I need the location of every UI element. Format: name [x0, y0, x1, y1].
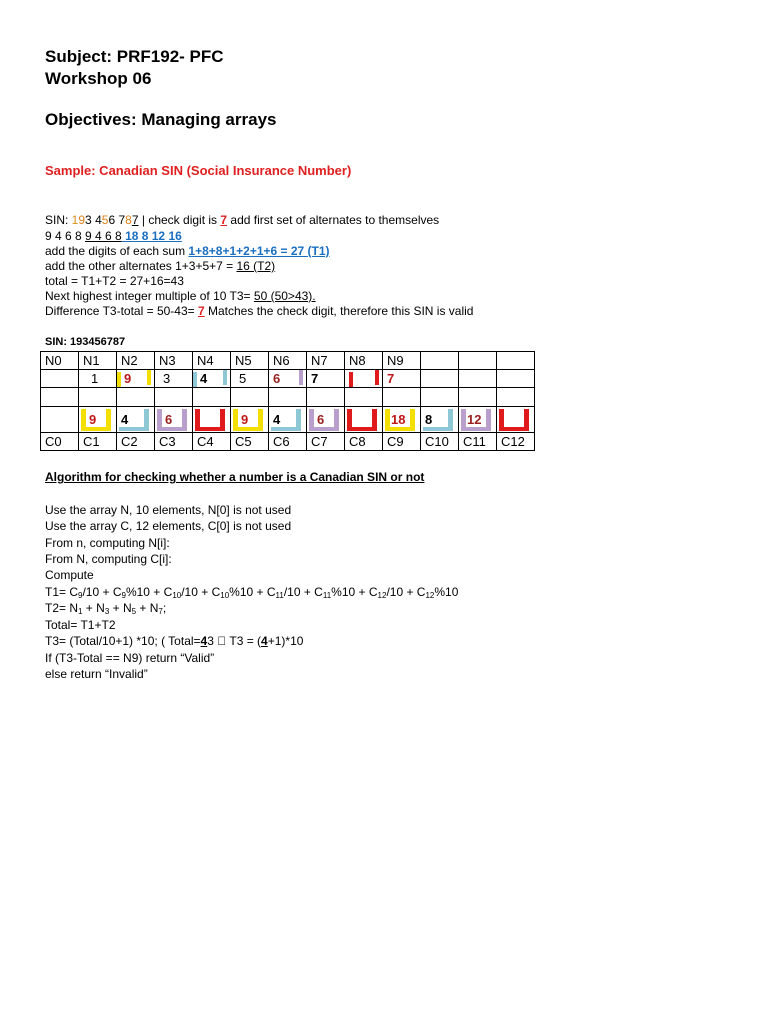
table-cell: N6	[269, 352, 307, 370]
table-cell	[497, 370, 535, 388]
table-cell	[307, 388, 345, 407]
n-value-cell	[307, 370, 345, 388]
t2-result: 16 (T2)	[236, 259, 276, 273]
table-cell	[459, 352, 497, 370]
table-cell: C6	[269, 433, 307, 451]
table-cell	[497, 388, 535, 407]
c-value-cell	[345, 407, 383, 433]
algorithm-line: Use the array N, 10 elements, N[0] is not used	[45, 503, 292, 517]
difference-conclusion: Matches the check digit, therefore this SIN is valid	[204, 304, 474, 318]
highlight-teal-mark	[193, 372, 197, 387]
c-value-cell	[193, 407, 231, 433]
c-value-cell	[421, 407, 459, 433]
difference-value: 7	[197, 304, 205, 318]
table-cell	[193, 388, 231, 407]
sin-digit: 1	[71, 213, 79, 227]
sin-digit: 8	[125, 213, 132, 227]
c-value-cell	[497, 407, 535, 433]
algorithm-line: Use the array C, 12 elements, C[0] is not used	[45, 519, 292, 533]
table-cell: C12	[497, 433, 535, 451]
highlight-red-mark	[375, 370, 379, 385]
t3-formula	[45, 633, 303, 649]
highlight-red-box	[499, 409, 529, 431]
n-header-row	[41, 352, 535, 370]
table-cell	[345, 388, 383, 407]
table-cell: C9	[383, 433, 421, 451]
highlight-purple-mark	[299, 370, 303, 385]
n-value-cell	[345, 370, 383, 388]
other-alternates-text: add the other alternates 1+3+5+7 =	[45, 259, 237, 273]
sin-line	[45, 212, 439, 228]
c-value: 9	[241, 411, 249, 427]
sin-digit: 7	[131, 213, 139, 227]
alternates-underlined: 9 4 6 8	[85, 229, 122, 243]
c-header-row	[41, 433, 535, 451]
sin-digit: 5	[101, 213, 109, 227]
n-value-cell: 3	[155, 370, 193, 388]
sin-digit: 6	[108, 213, 116, 227]
algorithm-line: From n, computing N[i]:	[45, 536, 170, 550]
n-value: 4	[200, 371, 208, 386]
t1-formula-prefix: T1= C	[45, 585, 79, 599]
table-cell	[459, 370, 497, 388]
table-cell: C2	[117, 433, 155, 451]
c-value-cell	[269, 407, 307, 433]
n-value: 7	[387, 371, 395, 387]
table-cell	[155, 388, 193, 407]
table-cell: C11	[459, 433, 497, 451]
sin-mid: | check digit is	[138, 213, 221, 227]
highlight-teal-box	[423, 409, 453, 431]
t3-digit: 4	[200, 634, 208, 648]
table-cell: N5	[231, 352, 269, 370]
highlight-yellow-mark	[147, 370, 151, 385]
table-cell: N3	[155, 352, 193, 370]
table-cell	[231, 388, 269, 407]
c-value: 12	[467, 411, 482, 427]
table-cell: C4	[193, 433, 231, 451]
table-cell	[459, 388, 497, 407]
highlight-red-mark	[349, 372, 353, 387]
c-value: 9	[89, 411, 97, 427]
table-cell: N0	[41, 352, 79, 370]
sin-prefix: SIN:	[45, 213, 72, 227]
highlight-red-box	[195, 409, 225, 431]
alternates-sums: 18 8 12 16	[121, 229, 182, 243]
check-digit: 7	[220, 213, 228, 227]
highlight-yellow-box	[233, 409, 263, 431]
subject-heading: Subject: PRF192- PFC	[45, 47, 224, 66]
table-cell: C10	[421, 433, 459, 451]
c-value-cell	[155, 407, 193, 433]
t3-text: 3   T3 = (	[207, 634, 262, 648]
sample-title: Sample: Canadian SIN (Social Insurance Number)	[45, 163, 352, 178]
highlight-teal-box	[271, 409, 301, 431]
table-cell: N8	[345, 352, 383, 370]
algorithm-line: If (T3-Total == N9) return “Valid”	[45, 651, 215, 665]
other-alternates-line	[45, 258, 275, 274]
algorithm-line: Total= T1+T2	[45, 618, 116, 632]
t3-text: T3= (Total/10+1) *10; ( Total=	[45, 634, 201, 648]
algorithm-title: Algorithm for checking whether a number is a Canadian SIN or not	[45, 470, 425, 484]
t1-result: 1+8+8+1+2+1+6 = 27 (T1)	[188, 244, 330, 258]
next-multiple-text: Next highest integer multiple of 10 T3=	[45, 289, 254, 303]
n-value: 6	[273, 371, 281, 387]
highlight-yellow-mark	[117, 372, 121, 387]
c-value-cell	[383, 407, 421, 433]
sin-digit: 7	[118, 213, 126, 227]
t2-formula: $T2= N_1 + N_3 + N_5 + N_7$;	[45, 601, 167, 616]
difference-line	[45, 303, 473, 319]
table-cell	[497, 352, 535, 370]
highlight-yellow-box	[81, 409, 111, 431]
sin-array-table	[40, 351, 535, 451]
table-cell: C3	[155, 433, 193, 451]
table-cell: N1	[79, 352, 117, 370]
table-cell: C7	[307, 433, 345, 451]
table-cell	[41, 407, 79, 433]
table-cell: C8	[345, 433, 383, 451]
table-cell: N9	[383, 352, 421, 370]
algorithm-line: From N, computing C[i]:	[45, 552, 172, 566]
c-value-cell	[459, 407, 497, 433]
c-value: 6	[165, 411, 173, 427]
table-cell	[421, 388, 459, 407]
highlight-teal-box	[119, 409, 149, 431]
c-value: 6	[317, 411, 325, 427]
highlight-purple-box	[309, 409, 339, 431]
n-value-cell: 1	[79, 370, 117, 388]
t2-formula-prefix: T2= N	[45, 601, 79, 615]
sin-digit: 9	[78, 213, 86, 227]
t3-text: +1)*10	[267, 634, 304, 648]
n-value-cell	[193, 370, 231, 388]
n-value-cell	[383, 370, 421, 388]
sin-suffix: add first set of alternates to themselves	[227, 213, 440, 227]
total-line: total = T1+T2 = 27+16=43	[45, 274, 184, 288]
c-value: 18	[391, 411, 406, 427]
t3-result: 50 (50>43).	[253, 289, 316, 303]
table-cell	[421, 352, 459, 370]
table-cell	[383, 388, 421, 407]
highlight-yellow-box	[385, 409, 415, 431]
next-multiple-line	[45, 288, 316, 304]
n-value-cell	[117, 370, 155, 388]
highlight-purple-box	[461, 409, 491, 431]
alternates-text: 9 4 6 8	[45, 229, 86, 243]
c-value: 4	[121, 411, 129, 427]
workshop-heading: Workshop 06	[45, 69, 152, 88]
c-value-row	[41, 407, 535, 433]
highlight-teal-mark	[223, 370, 227, 385]
table-cell	[269, 388, 307, 407]
t3-digit: 4	[261, 634, 268, 648]
c-value-cell	[117, 407, 155, 433]
table-cell: C1	[79, 433, 117, 451]
objectives-heading: Objectives: Managing arrays	[45, 110, 277, 129]
sin-table-label: SIN: 193456787	[45, 336, 126, 348]
table-cell: C5	[231, 433, 269, 451]
table-cell	[117, 388, 155, 407]
digits-sum-line	[45, 243, 330, 259]
t1-formula: $T1= C_9/10 + C_9\%10 + C_{10}/10 + C_{10}\%10 + C_{11}/10 + C_{11}\%10 + C_{12}/10 + C_{12}\%10$	[45, 585, 459, 600]
difference-text: Difference T3-total = 50-43=	[45, 304, 198, 318]
c-value: 8	[425, 411, 433, 427]
table-cell: C0	[41, 433, 79, 451]
digits-sum-text: add the digits of each sum	[45, 244, 189, 258]
n-value-cell: 5	[231, 370, 269, 388]
c-value-cell	[231, 407, 269, 433]
c-value: 4	[273, 411, 281, 427]
spacer-row	[41, 388, 535, 407]
table-cell	[41, 388, 79, 407]
algorithm-line: else return “Invalid”	[45, 667, 148, 681]
n-value-row	[41, 370, 535, 388]
table-cell: N7	[307, 352, 345, 370]
highlight-red-box	[347, 409, 377, 431]
highlight-purple-box	[157, 409, 187, 431]
n-value: 9	[124, 371, 132, 386]
alternates-line	[45, 228, 182, 244]
sin-digit: 3	[85, 213, 92, 227]
table-cell	[41, 370, 79, 388]
c-value-cell	[307, 407, 345, 433]
table-cell: N4	[193, 352, 231, 370]
table-cell	[421, 370, 459, 388]
c-value-cell	[79, 407, 117, 433]
algorithm-line: Compute	[45, 568, 94, 582]
n-value: 7	[311, 371, 319, 387]
sin-digit: 4	[95, 213, 102, 227]
table-cell: N2	[117, 352, 155, 370]
table-cell	[79, 388, 117, 407]
n-value-cell	[269, 370, 307, 388]
